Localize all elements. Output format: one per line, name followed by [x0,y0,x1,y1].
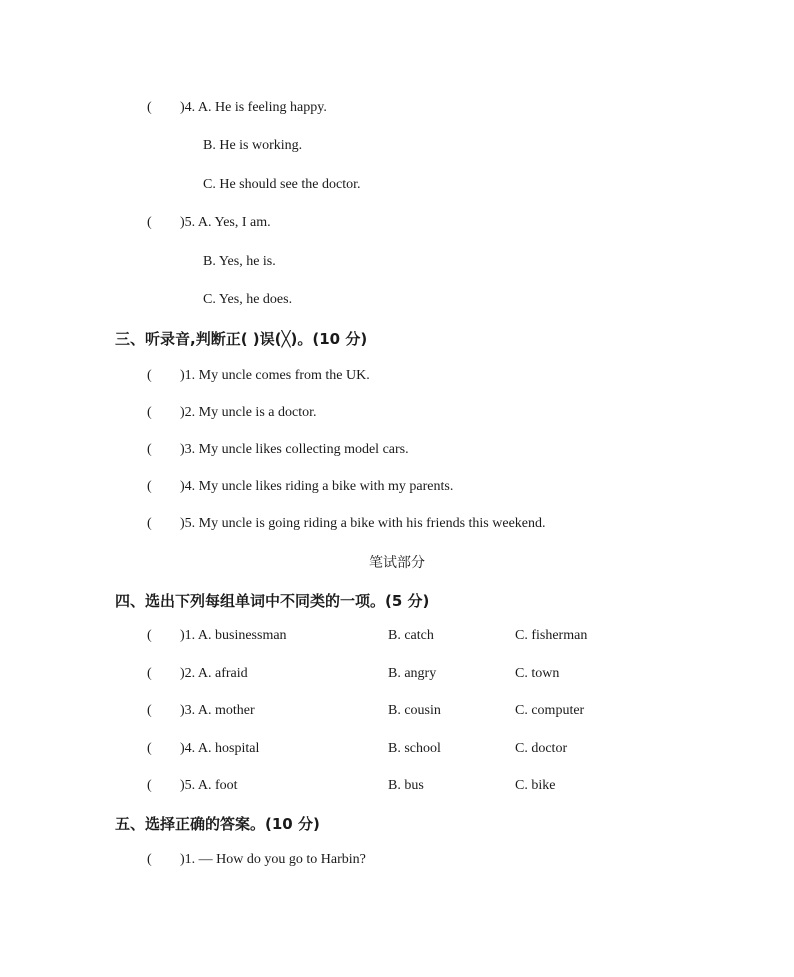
option-a: )4. A. hospital [180,741,260,756]
written-part-title: 笔试部分 [369,555,425,571]
word-group-row [0,628,794,648]
question-number: )4. [180,100,196,115]
question-5-option-b: B. Yes, he is. [203,254,276,269]
answer-paren[interactable]: ( [147,100,152,115]
option-c: C. fisherman [515,628,588,643]
option-c: C. town [515,666,560,681]
answer-paren[interactable]: ( [147,628,152,643]
answer-paren[interactable]: ( [147,215,152,230]
question-number: )5. [180,215,196,230]
answer-paren[interactable]: ( [147,516,152,531]
answer-paren[interactable]: ( [147,778,152,793]
statement-5: )5. My uncle is going riding a bike with his friends this weekend. [180,516,546,531]
option-b: B. school [388,741,441,756]
question-4-option-b: B. He is working. [203,138,303,153]
statement-3: )3. My uncle likes collecting model cars. [180,442,409,457]
word-group-row [0,703,794,723]
statement-1: )1. My uncle comes from the UK. [180,368,370,383]
option-c: C. bike [515,778,556,793]
word-group-row [0,666,794,686]
answer-paren[interactable]: ( [147,405,152,420]
answer-paren[interactable]: ( [147,703,152,718]
statement-4: )4. My uncle likes riding a bike with my parents. [180,479,454,494]
word-group-row [0,778,794,798]
question-5-option-c: C. Yes, he does. [203,292,293,307]
section-3-heading: 三、听录音,判断正( )误(╳)。(10 分) [115,330,368,348]
word-group-row [0,741,794,761]
question-4-option-a [180,100,327,116]
statement-2: )2. My uncle is a doctor. [180,405,317,420]
question-4-option-c: C. He should see the doctor. [203,177,361,192]
answer-paren[interactable]: ( [147,368,152,383]
option-b: B. cousin [388,703,441,718]
answer-paren[interactable]: ( [147,442,152,457]
option-a: )5. A. foot [180,778,238,793]
option-text: A. He is feeling happy. [197,100,327,115]
question-1: )1. — How do you go to Harbin? [180,852,366,867]
option-a: )1. A. businessman [180,628,287,643]
option-b: B. catch [388,628,434,643]
option-text: A. Yes, I am. [197,215,271,230]
question-5-option-a [180,215,271,231]
option-b: B. angry [388,666,437,681]
answer-paren[interactable]: ( [147,479,152,494]
section-4-heading: 四、选出下列每组单词中不同类的一项。(5 分) [115,592,430,610]
answer-paren[interactable]: ( [147,852,152,867]
option-b: B. bus [388,778,424,793]
option-c: C. doctor [515,741,568,756]
answer-paren[interactable]: ( [147,741,152,756]
answer-paren[interactable]: ( [147,666,152,681]
option-a: )2. A. afraid [180,666,248,681]
option-c: C. computer [515,703,585,718]
section-5-heading: 五、选择正确的答案。(10 分) [115,815,320,833]
option-a: )3. A. mother [180,703,255,718]
